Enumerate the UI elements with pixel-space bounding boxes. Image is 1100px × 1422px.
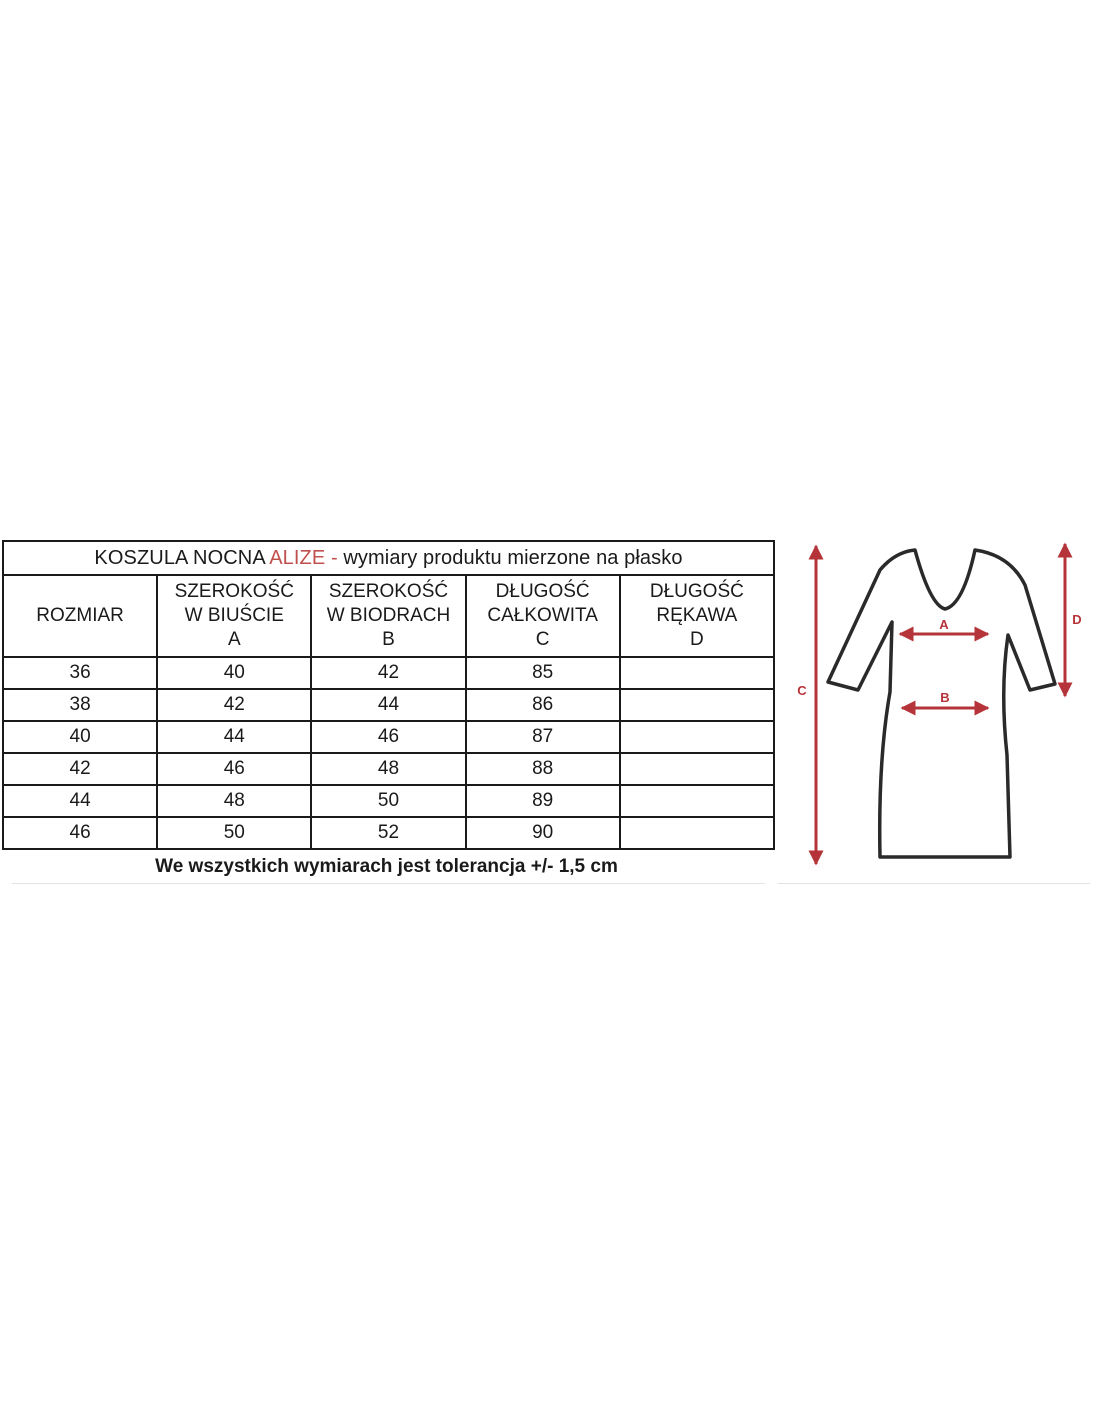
table-cell: 52 bbox=[311, 817, 465, 849]
table-cell: 42 bbox=[311, 657, 465, 689]
table-row bbox=[3, 657, 774, 689]
column-header-line: DŁUGOŚĆ bbox=[495, 581, 590, 602]
table-row bbox=[3, 817, 774, 849]
column-header-line: W BIODRACH bbox=[326, 605, 451, 626]
column-header-line: D bbox=[690, 629, 704, 650]
table-row bbox=[3, 753, 774, 785]
divider-line bbox=[778, 883, 1090, 884]
column-header-line: A bbox=[227, 629, 241, 650]
table-cell: 40 bbox=[157, 657, 311, 689]
table-title bbox=[3, 541, 774, 575]
table-cell: 42 bbox=[3, 753, 157, 785]
column-header-line: RĘKAWA bbox=[656, 605, 738, 626]
table-cell: 44 bbox=[157, 721, 311, 753]
table-cell: 36 bbox=[3, 657, 157, 689]
table-cell: 89 bbox=[466, 785, 620, 817]
label-a: A bbox=[939, 617, 949, 632]
column-header-line: B bbox=[382, 629, 395, 650]
table-cell: 48 bbox=[311, 753, 465, 785]
column-header bbox=[466, 575, 620, 657]
table-cell: 46 bbox=[157, 753, 311, 785]
table-cell: 50 bbox=[311, 785, 465, 817]
table-cell: 44 bbox=[311, 689, 465, 721]
table-body bbox=[3, 657, 774, 849]
nightgown-diagram bbox=[780, 530, 1090, 880]
title-prefix: KOSZULA NOCNA bbox=[94, 546, 270, 569]
table-cell: 42 bbox=[157, 689, 311, 721]
title-suffix: wymiary produktu mierzone na płasko bbox=[343, 546, 683, 569]
table-cell: 90 bbox=[466, 817, 620, 849]
table-cell: 88 bbox=[466, 753, 620, 785]
column-header-line: CAŁKOWITA bbox=[487, 605, 598, 626]
column-header-line: W BIUŚCIE bbox=[184, 605, 284, 626]
table-cell: 48 bbox=[157, 785, 311, 817]
column-header-line: ROZMIAR bbox=[36, 605, 124, 626]
label-c: C bbox=[797, 683, 807, 698]
table-row bbox=[3, 689, 774, 721]
table-cell bbox=[620, 689, 774, 721]
title-brand: ALIZE bbox=[269, 546, 326, 569]
column-header-line: SZEROKOŚĆ bbox=[328, 581, 449, 602]
table-row bbox=[3, 785, 774, 817]
tolerance-note: We wszystkich wymiarach jest tolerancja +/- 1,5 cm bbox=[155, 856, 618, 877]
column-header-line: C bbox=[535, 629, 550, 650]
table-cell: 50 bbox=[157, 817, 311, 849]
label-b: B bbox=[940, 690, 950, 705]
size-table bbox=[2, 540, 775, 850]
table-cell bbox=[620, 753, 774, 785]
table-cell bbox=[620, 817, 774, 849]
table-cell: 87 bbox=[466, 721, 620, 753]
table-cell: 86 bbox=[466, 689, 620, 721]
table-row bbox=[3, 721, 774, 753]
column-header bbox=[620, 575, 774, 657]
column-header-line: SZEROKOŚĆ bbox=[174, 581, 294, 602]
label-d: D bbox=[1072, 612, 1082, 627]
table-cell: 46 bbox=[311, 721, 465, 753]
table-cell: 46 bbox=[3, 817, 157, 849]
table-cell bbox=[620, 657, 774, 689]
column-header bbox=[3, 575, 157, 657]
column-header bbox=[311, 575, 465, 657]
title-separator: - bbox=[325, 546, 344, 569]
divider-line bbox=[12, 883, 765, 884]
column-header bbox=[157, 575, 311, 657]
column-header-line: DŁUGOŚĆ bbox=[649, 581, 744, 602]
table-cell bbox=[620, 721, 774, 753]
table-cell: 38 bbox=[3, 689, 157, 721]
table-cell: 44 bbox=[3, 785, 157, 817]
table-cell bbox=[620, 785, 774, 817]
header-row bbox=[3, 575, 774, 657]
table-cell: 85 bbox=[466, 657, 620, 689]
table-cell: 40 bbox=[3, 721, 157, 753]
